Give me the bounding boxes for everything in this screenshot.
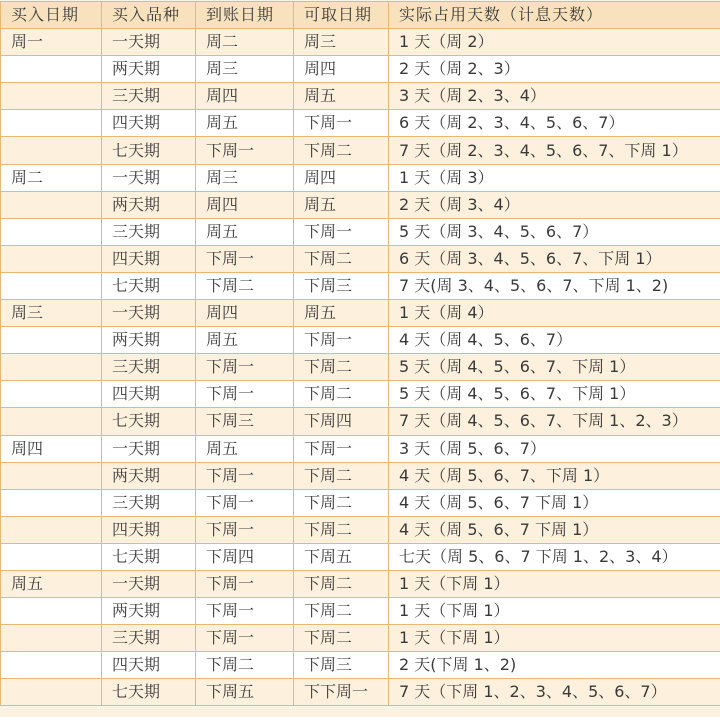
cell-buy-date: [1, 381, 102, 408]
cell-withdraw-date: 周五: [294, 191, 389, 218]
cell-product: 两天期: [102, 462, 196, 489]
header-product: 买入品种: [102, 2, 196, 29]
cell-buy-date: [1, 652, 102, 679]
header-withdraw-date: 可取日期: [294, 2, 389, 29]
table-body: [1, 29, 720, 706]
header-row: [1, 2, 720, 29]
cell-buy-date: 周五: [1, 570, 102, 597]
cell-withdraw-date: 下周四: [294, 408, 389, 435]
table-row: [1, 110, 720, 137]
cell-withdraw-date: 下周一: [294, 218, 389, 245]
cell-buy-date: [1, 83, 102, 110]
cell-withdraw-date: 周三: [294, 29, 389, 56]
cell-withdraw-date: 下周一: [294, 110, 389, 137]
cell-arrival-date: 下周一: [196, 516, 294, 543]
cell-withdraw-date: 周五: [294, 300, 389, 327]
cell-product: 七天期: [102, 679, 196, 706]
cell-withdraw-date: 下周二: [294, 570, 389, 597]
cell-days: 1 天（下周 1）: [389, 598, 720, 625]
cell-arrival-date: 下周一: [196, 598, 294, 625]
header-buy-date: 买入日期: [1, 2, 102, 29]
cell-product: 七天期: [102, 137, 196, 164]
cell-withdraw-date: 下周五: [294, 543, 389, 570]
cell-buy-date: [1, 191, 102, 218]
cell-arrival-date: 周五: [196, 327, 294, 354]
cell-buy-date: [1, 462, 102, 489]
cell-days: 6 天（周 2、3、4、5、6、7）: [389, 110, 720, 137]
cell-withdraw-date: 周五: [294, 83, 389, 110]
cell-product: 一天期: [102, 300, 196, 327]
cell-buy-date: [1, 56, 102, 83]
cell-arrival-date: 周四: [196, 191, 294, 218]
table-row: [1, 625, 720, 652]
cell-product: 七天期: [102, 543, 196, 570]
cell-days: 4 天（周 4、5、6、7）: [389, 327, 720, 354]
cell-product: 一天期: [102, 570, 196, 597]
table-row: [1, 652, 720, 679]
cell-days: 1 天（周 3）: [389, 164, 720, 191]
cell-arrival-date: 下周四: [196, 543, 294, 570]
cell-product: 两天期: [102, 191, 196, 218]
cell-product: 七天期: [102, 272, 196, 299]
cell-days: 7 天（周 4、5、6、7、下周 1、2、3）: [389, 408, 720, 435]
table-row: [1, 191, 720, 218]
table-row: [1, 354, 720, 381]
cell-product: 两天期: [102, 56, 196, 83]
table-row: [1, 408, 720, 435]
cell-product: 七天期: [102, 408, 196, 435]
cell-buy-date: [1, 489, 102, 516]
cell-withdraw-date: 下周一: [294, 327, 389, 354]
cell-arrival-date: 周四: [196, 300, 294, 327]
cell-buy-date: [1, 625, 102, 652]
table-row: [1, 218, 720, 245]
header-arrival-date: 到账日期: [196, 2, 294, 29]
cell-product: 四天期: [102, 110, 196, 137]
cell-days: 6 天（周 3、4、5、6、7、下周 1）: [389, 245, 720, 272]
cell-withdraw-date: 周四: [294, 56, 389, 83]
cell-buy-date: [1, 598, 102, 625]
cell-product: 四天期: [102, 652, 196, 679]
cell-days: 3 天（周 2、3、4）: [389, 83, 720, 110]
cell-product: 一天期: [102, 164, 196, 191]
table-row: [1, 300, 720, 327]
header-days: 实际占用天数（计息天数）: [389, 2, 720, 29]
cell-withdraw-date: 下周二: [294, 137, 389, 164]
cell-withdraw-date: 下周二: [294, 245, 389, 272]
cell-days: 1 天（周 4）: [389, 300, 720, 327]
cell-product: 一天期: [102, 29, 196, 56]
cell-days: 2 天（周 2、3）: [389, 56, 720, 83]
cell-days: 4 天（周 5、6、7 下周 1）: [389, 489, 720, 516]
cell-days: 1 天（下周 1）: [389, 570, 720, 597]
cell-product: 两天期: [102, 598, 196, 625]
cell-days: 7 天（周 2、3、4、5、6、7、下周 1）: [389, 137, 720, 164]
cell-buy-date: [1, 543, 102, 570]
cell-buy-date: [1, 272, 102, 299]
table-row: [1, 489, 720, 516]
table-row: [1, 245, 720, 272]
cell-product: 三天期: [102, 218, 196, 245]
cell-days: 4 天（周 5、6、7 下周 1）: [389, 516, 720, 543]
cell-buy-date: 周二: [1, 164, 102, 191]
table-row: [1, 164, 720, 191]
cell-days: 5 天（周 4、5、6、7、下周 1）: [389, 381, 720, 408]
cell-withdraw-date: 下下周一: [294, 679, 389, 706]
cell-arrival-date: 下周一: [196, 137, 294, 164]
table-row: [1, 679, 720, 706]
cell-product: 一天期: [102, 435, 196, 462]
cell-arrival-date: 下周二: [196, 652, 294, 679]
cell-arrival-date: 下周一: [196, 489, 294, 516]
table-row: [1, 327, 720, 354]
cell-arrival-date: 周二: [196, 29, 294, 56]
cell-product: 三天期: [102, 625, 196, 652]
cell-product: 三天期: [102, 354, 196, 381]
table-row: [1, 435, 720, 462]
cell-days: 7 天(周 3、4、5、6、7、下周 1、2): [389, 272, 720, 299]
cell-days: 5 天（周 3、4、5、6、7）: [389, 218, 720, 245]
cell-arrival-date: 周五: [196, 110, 294, 137]
cell-arrival-date: 下周二: [196, 272, 294, 299]
table-row: [1, 272, 720, 299]
table-row: [1, 381, 720, 408]
cell-withdraw-date: 下周二: [294, 625, 389, 652]
cell-arrival-date: 下周三: [196, 408, 294, 435]
cell-withdraw-date: 下周二: [294, 354, 389, 381]
cell-buy-date: [1, 245, 102, 272]
cell-withdraw-date: 下周一: [294, 435, 389, 462]
cell-product: 四天期: [102, 245, 196, 272]
cell-buy-date: [1, 137, 102, 164]
cell-arrival-date: 下周一: [196, 462, 294, 489]
table-row: [1, 570, 720, 597]
cell-buy-date: [1, 408, 102, 435]
cell-product: 三天期: [102, 489, 196, 516]
cell-withdraw-date: 下周二: [294, 516, 389, 543]
table-row: [1, 56, 720, 83]
cell-arrival-date: 周五: [196, 435, 294, 462]
cell-buy-date: [1, 679, 102, 706]
cell-product: 四天期: [102, 516, 196, 543]
cell-days: 7 天（下周 1、2、3、4、5、6、7）: [389, 679, 720, 706]
cell-withdraw-date: 下周二: [294, 462, 389, 489]
cell-withdraw-date: 下周二: [294, 489, 389, 516]
cell-withdraw-date: 下周二: [294, 381, 389, 408]
cell-buy-date: 周三: [1, 300, 102, 327]
cell-withdraw-date: 下周三: [294, 272, 389, 299]
table-row: [1, 598, 720, 625]
cell-withdraw-date: 下周二: [294, 598, 389, 625]
cell-days: 1 天（周 2）: [389, 29, 720, 56]
cell-buy-date: [1, 516, 102, 543]
cell-buy-date: [1, 218, 102, 245]
cell-days: 2 天（周 3、4）: [389, 191, 720, 218]
cell-arrival-date: 周五: [196, 218, 294, 245]
cell-arrival-date: 周三: [196, 56, 294, 83]
table-header: [1, 2, 720, 29]
cell-withdraw-date: 周四: [294, 164, 389, 191]
cell-arrival-date: 下周一: [196, 570, 294, 597]
interest-days-table: [0, 1, 720, 706]
cell-buy-date: [1, 327, 102, 354]
cell-days: 3 天（周 5、6、7）: [389, 435, 720, 462]
table-row: [1, 462, 720, 489]
table-row: [1, 543, 720, 570]
cell-days: 2 天(下周 1、2): [389, 652, 720, 679]
cell-product: 四天期: [102, 381, 196, 408]
cell-buy-date: [1, 110, 102, 137]
cell-arrival-date: 下周一: [196, 381, 294, 408]
table-row: [1, 83, 720, 110]
cell-days: 七天（周 5、6、7 下周 1、2、3、4）: [389, 543, 720, 570]
table-row: [1, 516, 720, 543]
table-row: [1, 137, 720, 164]
cell-buy-date: [1, 354, 102, 381]
cell-arrival-date: 周三: [196, 164, 294, 191]
cell-days: 1 天（下周 1）: [389, 625, 720, 652]
cell-buy-date: 周一: [1, 29, 102, 56]
table-row: [1, 29, 720, 56]
cell-arrival-date: 周四: [196, 83, 294, 110]
cell-arrival-date: 下周一: [196, 625, 294, 652]
cell-product: 两天期: [102, 327, 196, 354]
cell-buy-date: 周四: [1, 435, 102, 462]
cell-days: 4 天（周 5、6、7、下周 1）: [389, 462, 720, 489]
cell-product: 三天期: [102, 83, 196, 110]
cell-days: 5 天（周 4、5、6、7、下周 1）: [389, 354, 720, 381]
cell-arrival-date: 下周一: [196, 245, 294, 272]
cell-arrival-date: 下周五: [196, 679, 294, 706]
cell-withdraw-date: 下周三: [294, 652, 389, 679]
cell-arrival-date: 下周一: [196, 354, 294, 381]
